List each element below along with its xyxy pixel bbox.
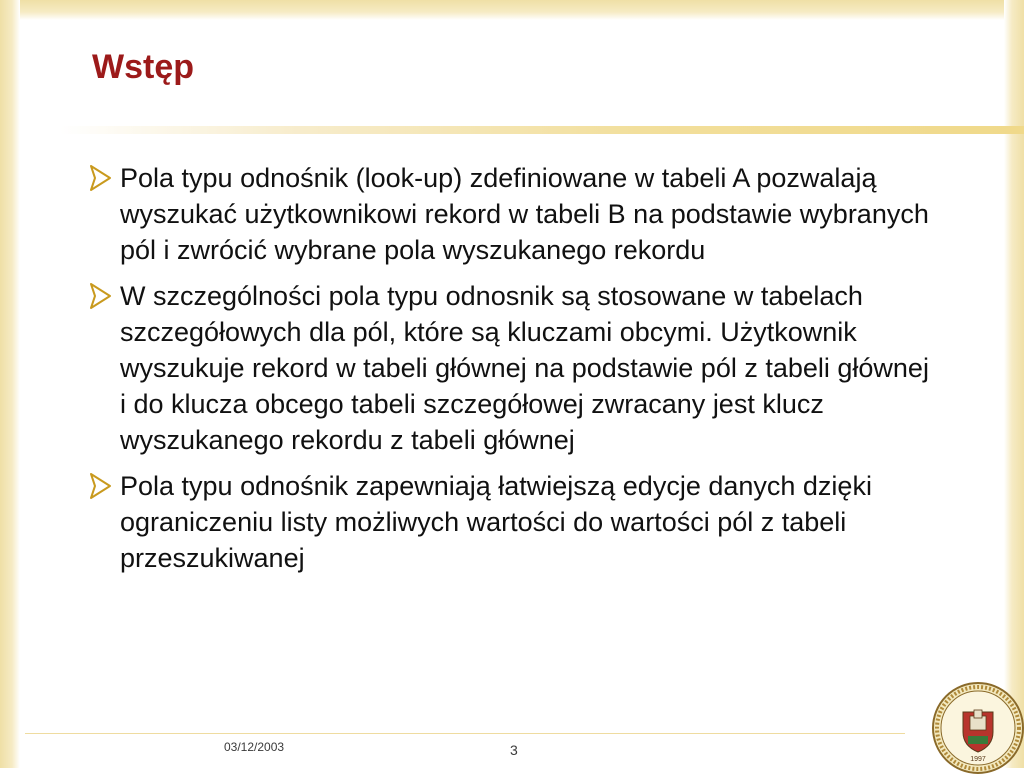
bullet-item <box>88 160 938 268</box>
title-underline <box>60 126 1024 134</box>
bullet-text: Pola typu odnośnik zapewniają łatwiejszą edycje danych dzięki ograniczeniu listy możliwych wartości do wartości pól z tabeli przeszukiwanej <box>120 471 872 573</box>
bullet-text: Pola typu odnośnik (look-up) zdefiniowane w tabeli A pozwalają wyszukać użytkownikowi rekord w tabeli B na podstawie wybranych pól i zwrócić wybrane pola wyszukanego rekordu <box>120 163 929 265</box>
footer-date: 03/12/2003 <box>224 740 285 754</box>
page-number: 3 <box>510 742 518 758</box>
bullet-list <box>88 160 938 586</box>
slide-frame-top <box>0 0 1024 20</box>
slide-frame-right <box>1004 0 1024 768</box>
university-seal-icon <box>930 680 1024 776</box>
seal-year: 1997 <box>970 756 986 763</box>
arrow-bullet-icon <box>88 164 114 192</box>
arrow-bullet-icon <box>88 472 114 500</box>
slide-frame-left <box>0 0 20 768</box>
bullet-text: W szczególności pola typu odnosnik są stosowane w tabelach szczegółowych dla pól, które są kluczami obcymi. Użytkownik wyszukuje rekord w tabeli głównej na podstawie pól z tabeli głównej i do klucza obcego tabeli szczegółowej zwracany jest klucz wyszukanego rekordu z tabeli głównej <box>120 281 929 455</box>
footer-divider <box>25 733 905 734</box>
arrow-bullet-icon <box>88 282 114 310</box>
bullet-item <box>88 278 938 458</box>
bullet-item <box>88 468 938 576</box>
slide-title: Wstęp <box>92 48 194 86</box>
